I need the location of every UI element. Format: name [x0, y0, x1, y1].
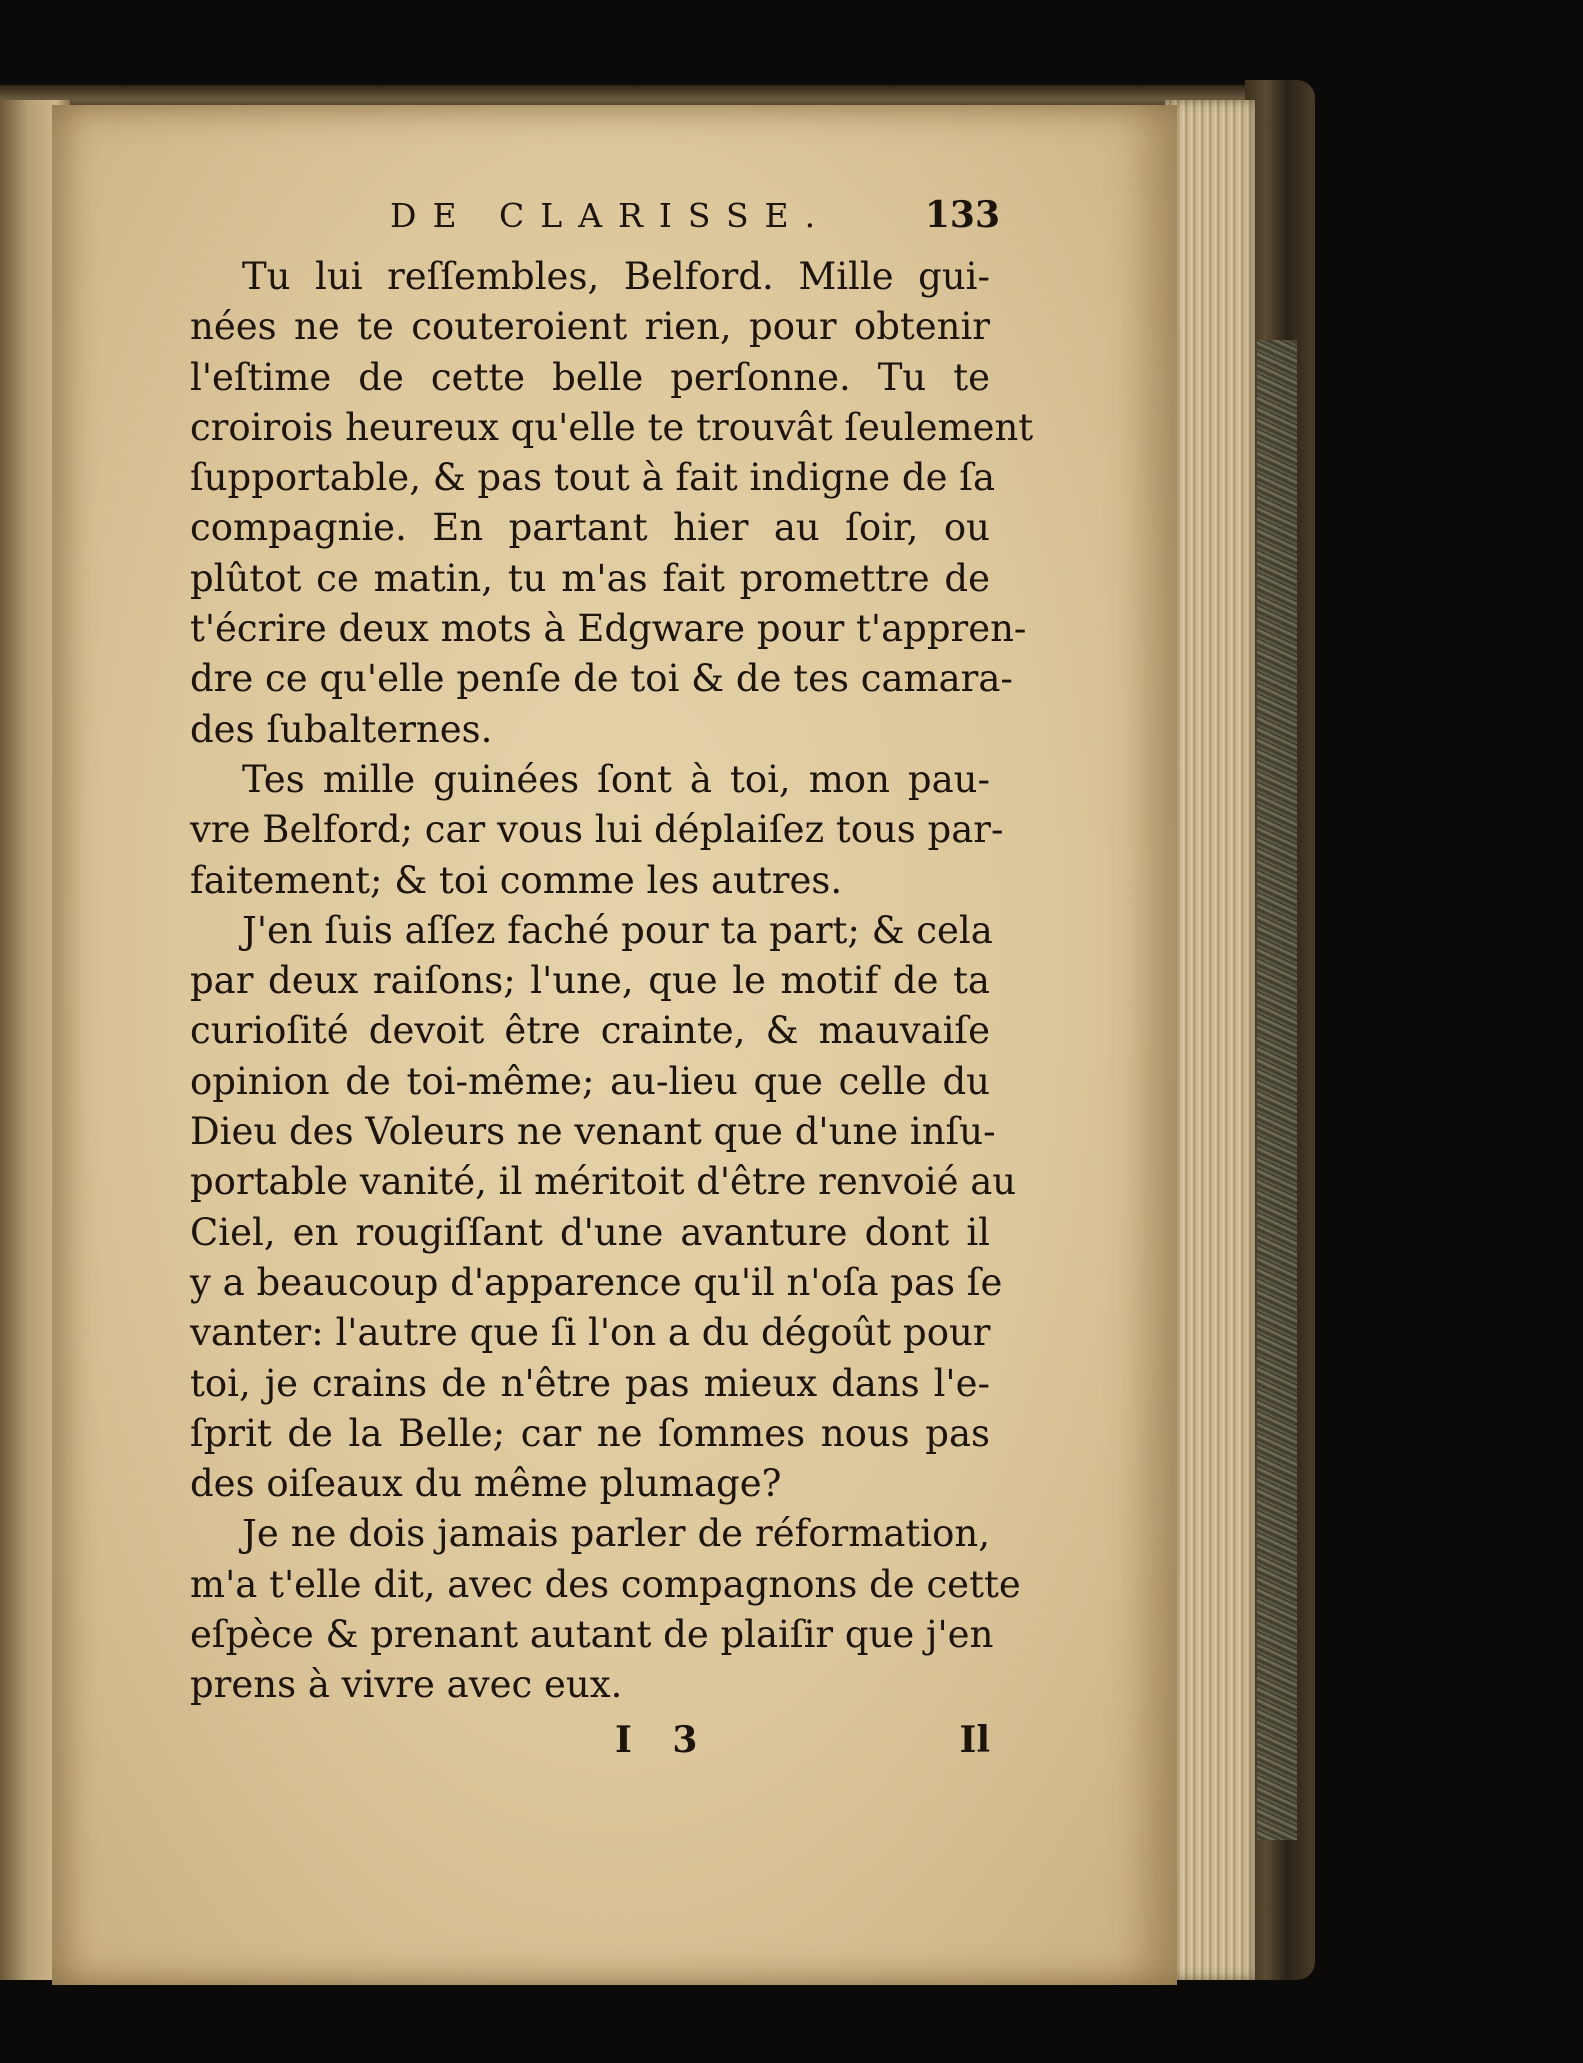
page-text: [190, 190, 1034, 1765]
text-line: plûtot ce matin, tu m'as fait promettre de: [190, 556, 990, 600]
text-line: toi, je crains de n'être pas mieux dans l'e-: [190, 1361, 990, 1405]
running-title: DE CLARISSE.: [390, 196, 832, 235]
text-line: des ſubalternes.: [190, 707, 493, 751]
text-line: des oiſeaux du même plumage?: [190, 1462, 782, 1506]
text-line: croirois heureux qu'elle te trouvât ſeulement: [190, 405, 1034, 449]
page-number: 133: [924, 194, 1000, 236]
running-head: [390, 190, 1000, 250]
text-line: y a beaucoup d'apparence qu'il n'oſa pas ſe: [190, 1260, 1003, 1304]
text-line: faitement; & toi comme les autres.: [190, 858, 843, 902]
text-line: portable vanité, il méritoit d'être renvoié au: [190, 1160, 1017, 1204]
text-line: Ciel, en rougiſſant d'une avanture dont il: [190, 1210, 990, 1254]
text-line: par deux raiſons; l'une, que le motif de ta: [190, 959, 990, 1003]
catchword: Il: [959, 1718, 990, 1761]
text-line: t'écrire deux mots à Edgware pour t'appren-: [190, 607, 1027, 651]
text-line: dre ce qu'elle penſe de toi & de tes camara-: [190, 657, 1013, 701]
text-line: prens à vivre avec eux.: [190, 1663, 623, 1707]
text-line: Je ne dois jamais parler de réformation,: [242, 1512, 990, 1556]
text-line: Tu lui reſſembles, Belford. Mille gui-: [242, 255, 990, 298]
text-line: J'en ſuis aſſez faché pour ta part; & cela: [242, 908, 993, 952]
signature-mark: I 3: [615, 1718, 712, 1761]
text-line: compagnie. En partant hier au ſoir, ou: [190, 506, 990, 550]
text-line: ſprit de la Belle; car ne ſommes nous pas: [190, 1411, 990, 1455]
text-line: eſpèce & prenant autant de plaiſir que j'en: [190, 1613, 994, 1657]
text-line: nées ne te couteroient rien, pour obtenir: [190, 305, 990, 349]
text-line: m'a t'elle dit, avec des compagnons de cette: [190, 1562, 1021, 1606]
book-cover-edge: [1245, 80, 1315, 1980]
text-line: Tes mille guinées ſont à toi, mon pau-: [242, 757, 990, 801]
text-line: vanter: l'autre que ſi l'on a du dégoût pour: [190, 1311, 991, 1355]
text-line: vre Belford; car vous lui déplaiſez tous par-: [190, 808, 1004, 852]
text-line: opinion de toi-même; au-lieu que celle du: [190, 1059, 990, 1103]
page-footer: [190, 1715, 990, 1765]
text-line: Dieu des Voleurs ne venant que d'une inſu-: [190, 1110, 996, 1154]
text-line: curioſité devoit être crainte, & mauvaiſe: [190, 1009, 990, 1053]
page-leaves-edge: [1165, 100, 1255, 1980]
text-line: ſupportable, & pas tout à fait indigne de ſa: [190, 456, 996, 500]
text-line: l'eſtime de cette belle perſonne. Tu te: [190, 355, 990, 399]
